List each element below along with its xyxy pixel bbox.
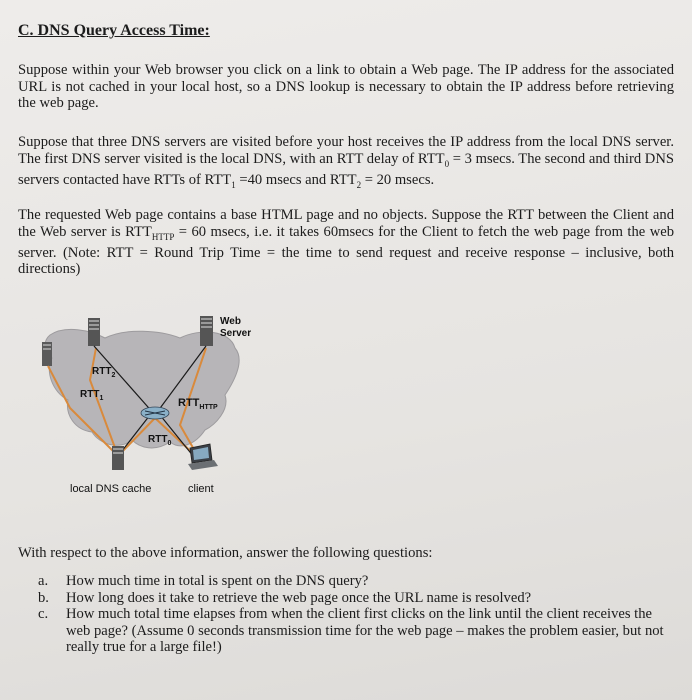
question-letter: b. [38,589,49,606]
questions-intro: With respect to the above information, answer the following questions: [18,545,433,561]
question-letter: a. [38,573,49,589]
para3-text-a: The requested Web page contains a base HTML page and no objects. Suppose the RTT between the Client and the Web server is RTT [18,207,674,240]
web-page-paragraph [18,207,674,278]
router-icon [141,407,169,419]
network-diagram [30,300,270,510]
para3-text-b: = 60 msecs, i.e. it takes 60msecs for the Client to fetch the web page from the web server. (Note: RTT = Round Trip Time = the time to send request and receive response – inclusive, both directions) [18,223,675,278]
web-server-label-2: Server [220,328,252,339]
para2-sub-rtt1: 1 [231,179,236,190]
local-dns-label: local DNS cache [70,483,152,495]
question-text: How long does it take to retrieve the web page once the URL name is resolved? [66,589,532,606]
web-server-label-1: Web [220,316,241,327]
rtt0-label: $RTT_0$ [148,434,172,447]
question-item [38,590,678,607]
para2-text-a: Suppose that three DNS servers are visited before your host receives the IP address from the local DNS server. The first DNS server visited is the local DNS, with an RTT delay of RTT [18,134,674,167]
para2-text-d: = 20 msecs. [361,171,435,188]
para3-sub-http: HTTP [151,231,175,242]
questions-list [38,573,678,656]
rtt-http-label: $RTT_{HTTP}$ [178,397,218,411]
client-computer-icon [188,444,218,470]
question-letter: c. [38,606,49,622]
web-server-icon [200,316,213,346]
question-item [38,606,678,656]
dns-server-rtt2-icon [88,318,100,346]
dns-server-left-icon [42,342,52,366]
client-label: client [188,483,214,495]
question-text: How much time in total is spent on the DNS query? [66,573,369,589]
para2-text-b: = 3 msecs. The second and third DNS servers contacted have RTTs of RTT [18,150,674,188]
intro-paragraph: Suppose within your Web browser you click on a link to obtain a Web page. The IP address for the associated URL is not cached in your local host, so a DNS lookup is necessary to obtain the IP address before retrieving the web page. [18,62,674,111]
rtt1-label: $RTT_1$ [80,389,104,402]
question-item [38,573,678,590]
dns-servers-paragraph [18,134,674,193]
section-heading: C. DNS Query Access Time: [18,22,210,39]
rtt2-label: $RTT_2$ [92,366,116,379]
local-dns-server-icon [112,446,124,470]
para2-sub-rtt2: 2 [356,179,362,190]
question-text: How much total time elapses from when the client first clicks on the link until the client receives the web page? (Assume 0 seconds transmission time for the web page – makes the problem easier, but not really true for a large file!) [66,606,664,655]
para2-sub-rtt0: 0 [444,158,450,169]
para2-text-c: =40 msecs and RTT [235,171,357,188]
